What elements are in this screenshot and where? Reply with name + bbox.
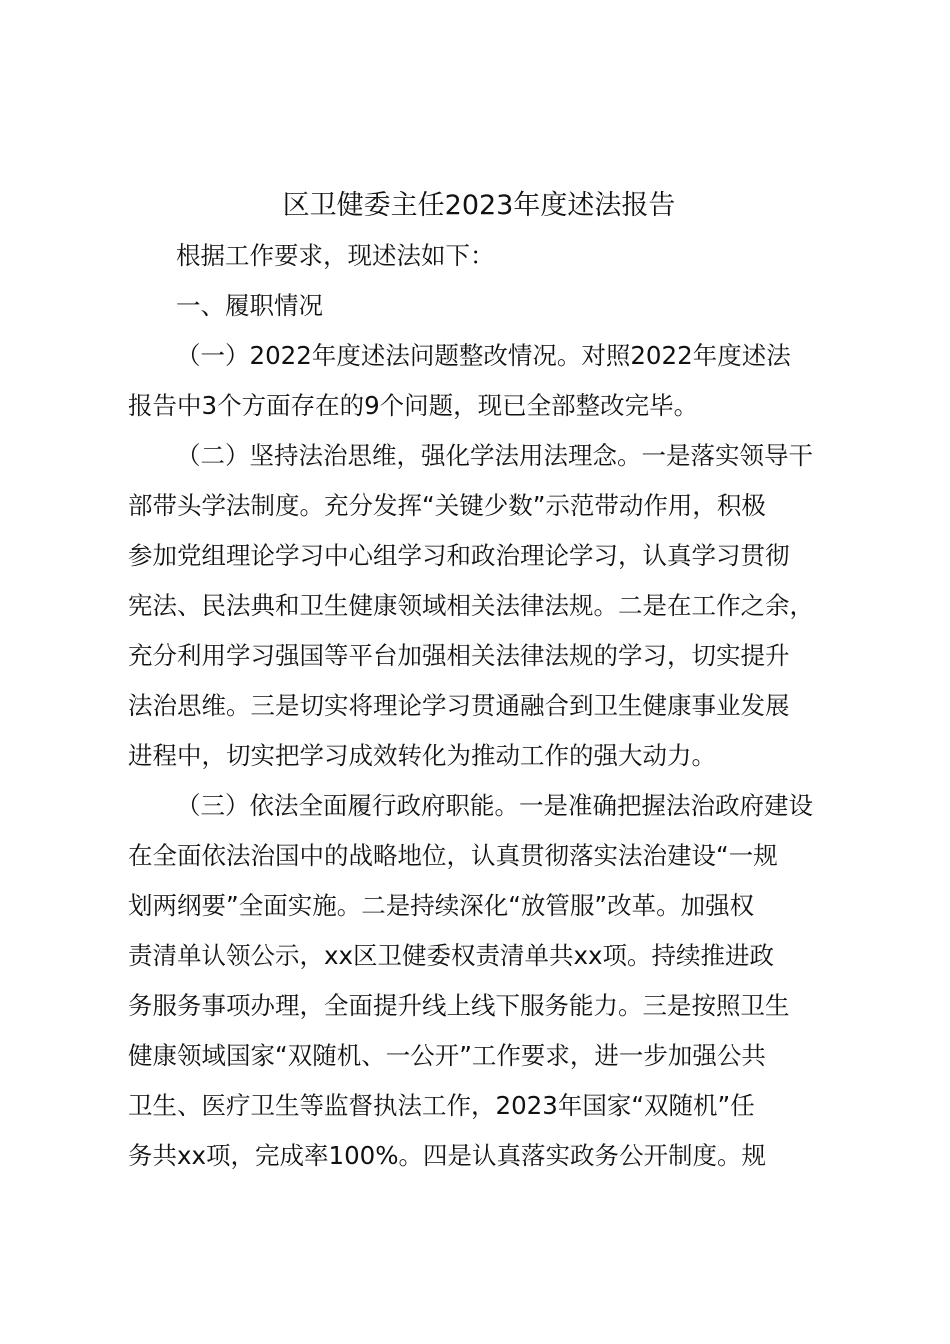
paragraph-line: 法治思维。三是切实将理论学习贯通融合到卫生健康事业发展 xyxy=(128,691,790,720)
paragraph-line: （一）2022年度述法问题整改情况。对照2022年度述法 xyxy=(176,341,791,370)
paragraph-line: 根据工作要求，现述法如下： xyxy=(176,241,495,270)
paragraph-line: 进程中，切实把学习成效转化为推动工作的强大动力。 xyxy=(128,741,716,770)
paragraph-line: 在全面依法治国中的战略地位，认真贯彻落实法治建设“一规 xyxy=(128,841,778,870)
paragraph-line: （二）坚持法治思维，强化学法用法理念。一是落实领导干 xyxy=(176,441,813,470)
paragraph-line: 部带头学法制度。充分发挥“关键少数”示范带动作用，积极 xyxy=(128,491,766,520)
paragraph-line: 报告中3个方面存在的9个问题，现已全部整改完毕。 xyxy=(128,391,699,420)
paragraph-line: 参加党组理论学习中心组学习和政治理论学习，认真学习贯彻 xyxy=(128,541,790,570)
paragraph-line: 务服务事项办理，全面提升线上线下服务能力。三是按照卫生 xyxy=(128,991,790,1020)
paragraph-line: 卫生、医疗卫生等监督执法工作，2023年国家“双随机”任 xyxy=(128,1091,755,1120)
paragraph-line: 划两纲要”全面实施。二是持续深化“放管服”改革。加强权 xyxy=(128,891,755,920)
paragraph-line: 健康领域国家“双随机、一公开”工作要求，进一步加强公共 xyxy=(128,1041,766,1070)
paragraph-line: 充分利用学习强国等平台加强相关法律法规的学习，切实提升 xyxy=(128,641,790,670)
paragraph-line: （三）依法全面履行政府职能。一是准确把握法治政府建设 xyxy=(176,791,813,820)
paragraph-line: 务共xx项，完成率100%。四是认真落实政务公开制度。规 xyxy=(128,1141,767,1170)
document-title: 区卫健委主任2023年度述法报告 xyxy=(282,190,676,221)
paragraph-line: 责清单认领公示，xx区卫健委权责清单共xx项。持续推进政 xyxy=(128,941,774,970)
section-heading: 一、履职情况 xyxy=(176,291,323,320)
paragraph-line: 宪法、民法典和卫生健康领域相关法律法规。二是在工作之余， xyxy=(128,591,814,620)
